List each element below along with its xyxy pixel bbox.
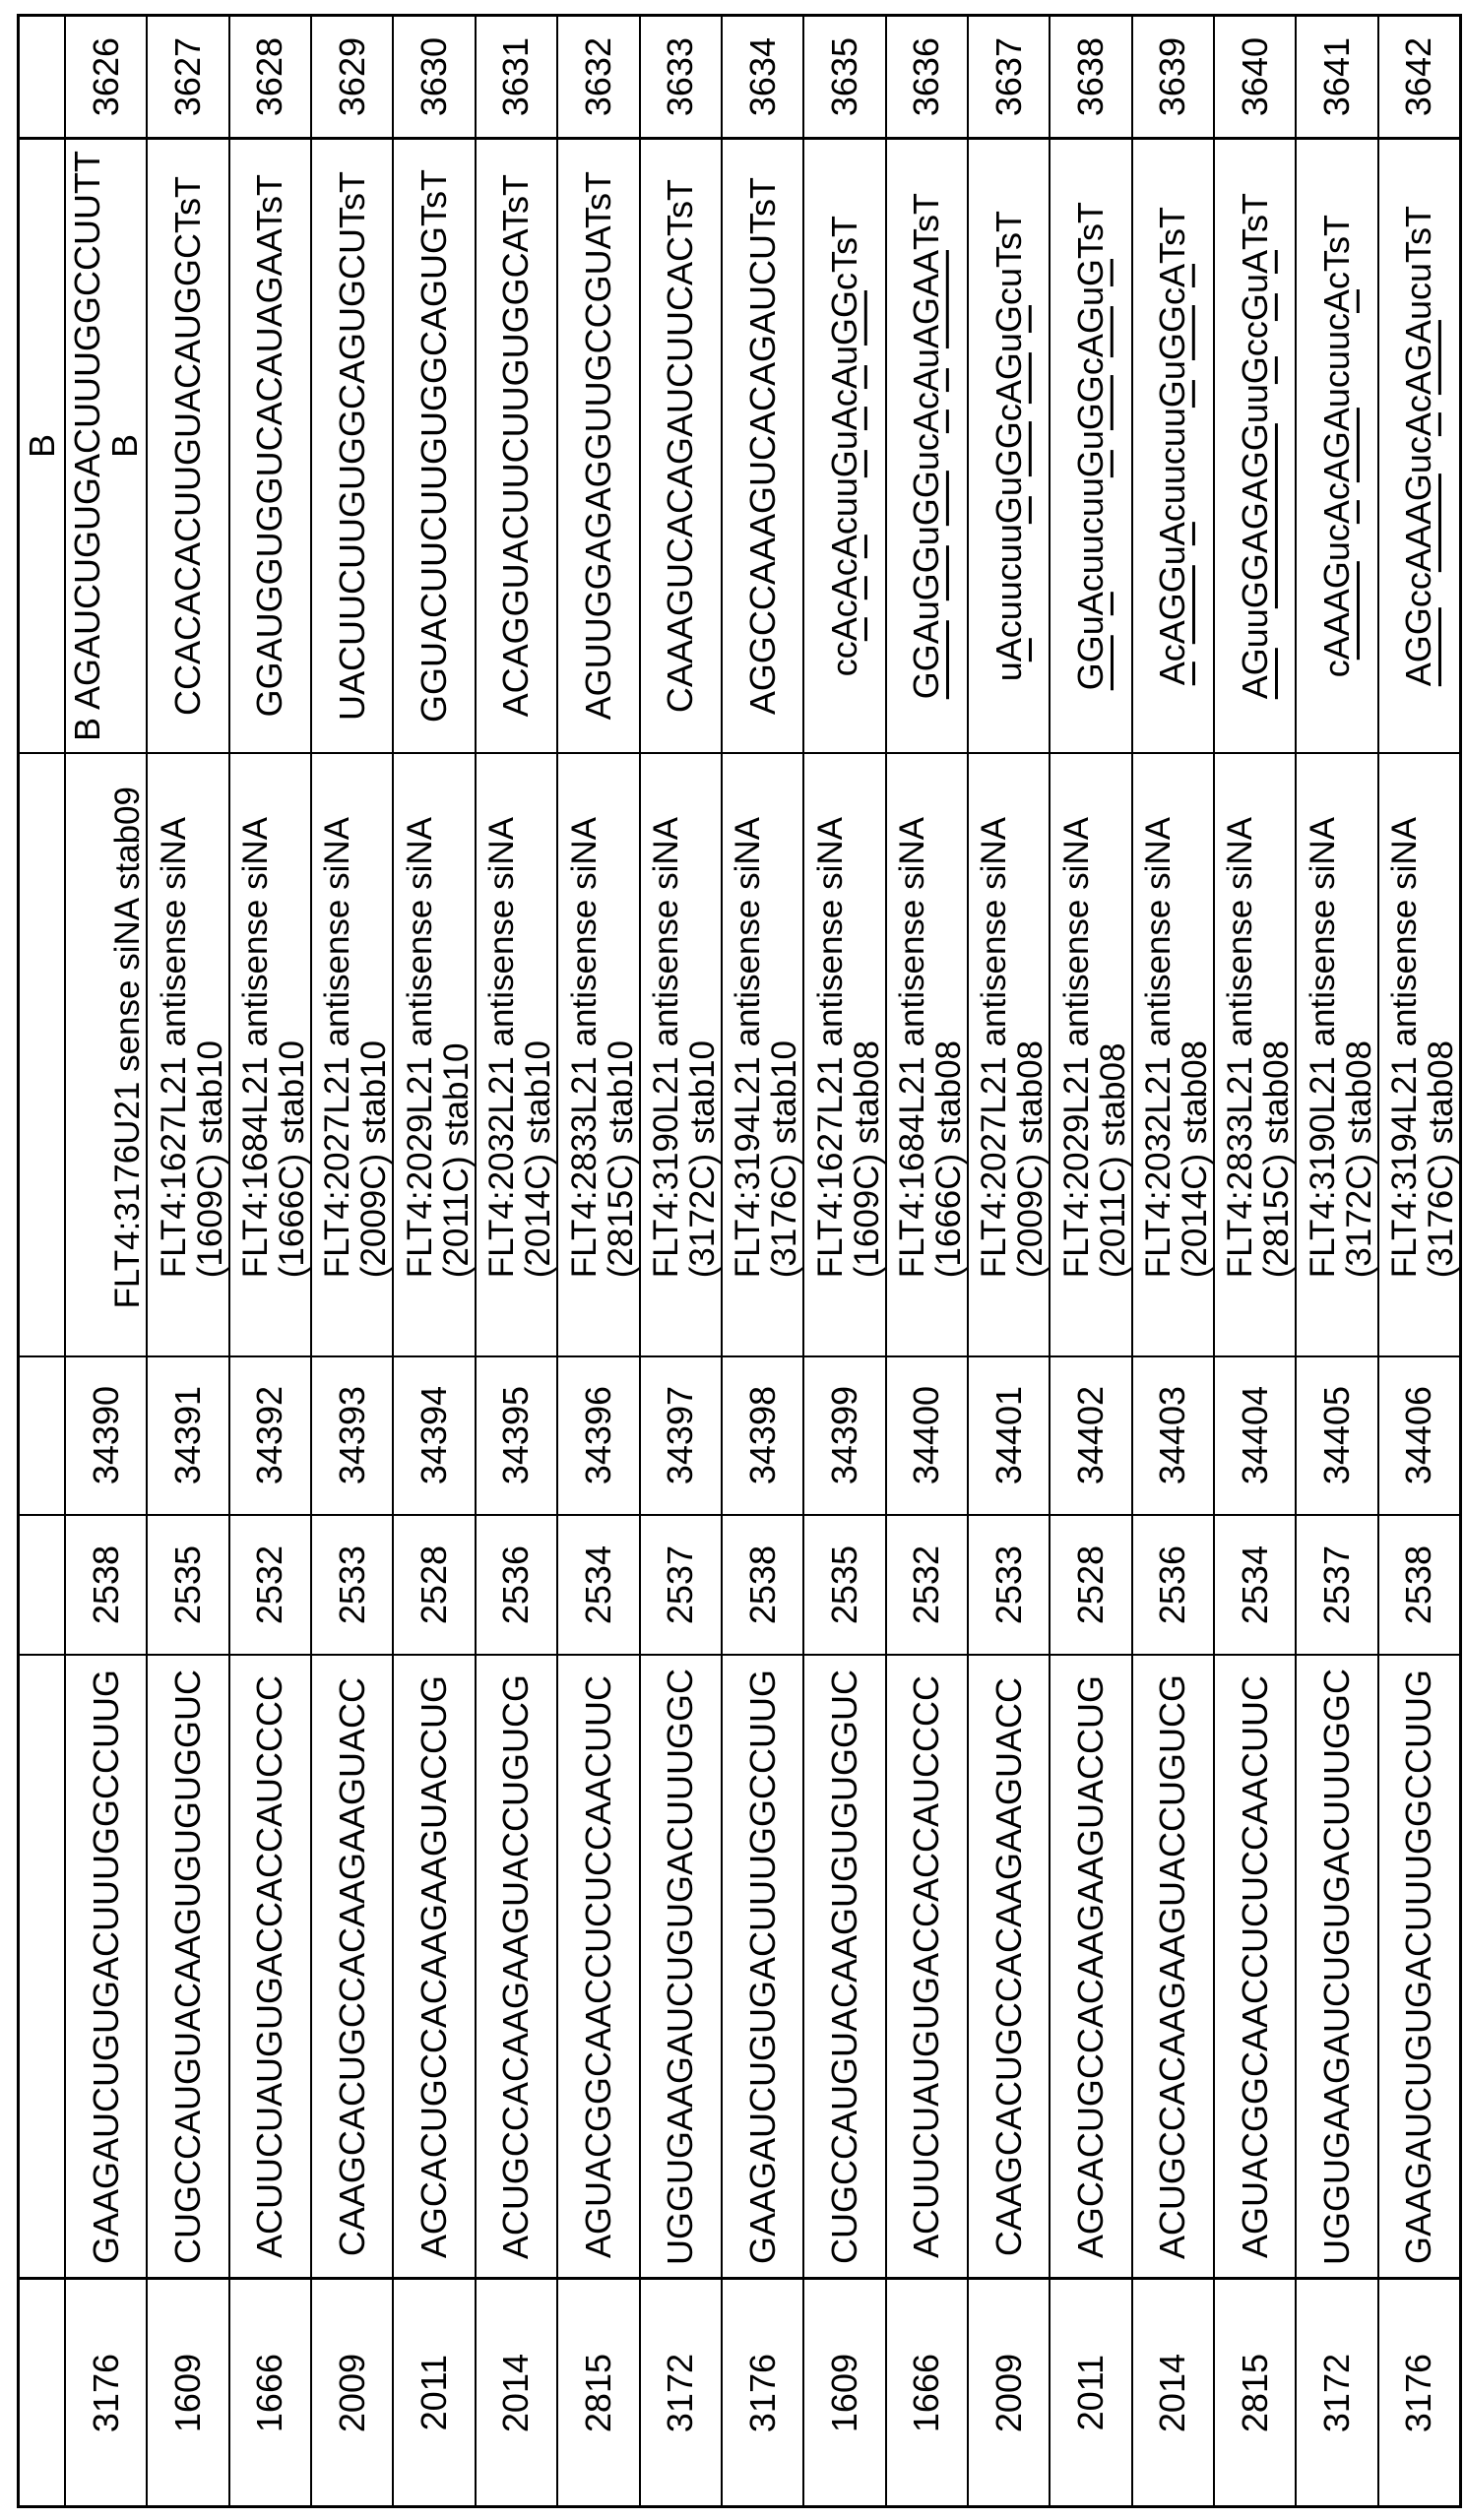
seq-id: 3639 <box>1154 37 1191 116</box>
sina-name: FLT4:3194L21 antisense siNA (3176C) stab08 <box>1386 817 1459 1278</box>
seq-id: 3633 <box>662 37 699 116</box>
target-sequence-cell <box>312 1654 392 2277</box>
rpi-number-cell <box>1379 1355 1459 1514</box>
seq-id: 3640 <box>1237 37 1274 116</box>
target-position-cell <box>312 2277 392 2505</box>
sina-name-cell <box>1051 752 1130 1355</box>
target-sequence-cell <box>887 1654 967 2277</box>
length-value: 2537 <box>662 1545 699 1624</box>
sina-name: FLT4:1684L21 antisense siNA (1666C) stab08 <box>894 817 967 1278</box>
rpi-number-cell <box>558 1355 638 1514</box>
target-position: 3172 <box>1318 2354 1356 2432</box>
modified-sequence-cell <box>723 137 802 752</box>
table-row <box>310 17 392 2505</box>
target-sequence: CAAGCACUGCCACAAGAAGUACC <box>334 1677 371 2256</box>
seq-id: 3629 <box>334 37 371 116</box>
table-row <box>146 17 227 2505</box>
seq-id: 3641 <box>1318 37 1356 116</box>
target-position: 1666 <box>251 2354 288 2432</box>
length-value: 2537 <box>1318 1545 1356 1624</box>
target-sequence: GAAGAUCUGUGACUUUGGCCUUG <box>88 1670 125 2264</box>
target-sequence-cell <box>66 1654 146 2277</box>
target-sequence: UGGUGAAGAUCUGUGACUUUGGC <box>662 1669 699 2265</box>
modified-sequence-cell <box>477 137 556 752</box>
sina-name-cell <box>558 752 638 1355</box>
modified-sequence: cAAAGucAcAGAucuucAcTsT <box>1318 215 1356 677</box>
modified-sequence-cell <box>230 137 310 752</box>
sina-name-cell <box>230 752 310 1355</box>
target-position: 3176 <box>88 2354 125 2432</box>
length-value-cell <box>887 1514 967 1655</box>
modified-sequence-cell <box>804 137 884 752</box>
target-position-cell <box>394 2277 474 2505</box>
rpi-number: 34402 <box>1072 1386 1110 1484</box>
target-sequence-cell <box>477 1654 556 2277</box>
target-sequence: CAAGCACUGCCACAAGAAGUACC <box>990 1677 1028 2256</box>
seq-id-cell <box>1297 17 1376 137</box>
target-position: 2009 <box>990 2354 1028 2432</box>
table-row <box>802 17 884 2505</box>
target-sequence: ACUUCUAUGUGACCACCAUCCCC <box>251 1675 288 2258</box>
target-position-cell <box>1215 2277 1295 2505</box>
target-sequence: ACUGCCACAAGAAGUACCUGUCG <box>1154 1674 1191 2259</box>
seq-id: 3628 <box>251 37 288 116</box>
table-row <box>1049 17 1130 2505</box>
target-sequence-cell <box>723 1654 802 2277</box>
modified-sequence: ccAcAcAcuuGuAcAuGGcTsT <box>826 216 863 676</box>
rpi-number: 34401 <box>990 1386 1028 1484</box>
seq-id-cell <box>1215 17 1295 137</box>
length-value-cell <box>558 1514 638 1655</box>
rpi-number: 34406 <box>1400 1386 1437 1484</box>
rpi-number: 34390 <box>88 1386 125 1484</box>
seq-id-cell <box>477 17 556 137</box>
sina-name-cell <box>1133 752 1213 1355</box>
length-value: 2528 <box>415 1545 453 1624</box>
rpi-number-cell <box>969 1355 1049 1514</box>
seq-id: 3634 <box>744 37 782 116</box>
target-sequence-cell <box>394 1654 474 2277</box>
modified-sequence-cell <box>969 137 1049 752</box>
sina-name: FLT4:1627L21 antisense siNA (1609C) stab08 <box>812 817 885 1278</box>
length-value-cell <box>1297 1514 1376 1655</box>
header-cell-number <box>20 1355 64 1514</box>
modified-sequence-cell <box>312 137 392 752</box>
target-position: 1609 <box>826 2354 863 2432</box>
length-value: 2532 <box>251 1545 288 1624</box>
seq-id-cell <box>723 17 802 137</box>
table-row <box>1213 17 1295 2505</box>
target-position-cell <box>230 2277 310 2505</box>
length-value-cell <box>230 1514 310 1655</box>
sina-name-cell <box>477 752 556 1355</box>
length-value-cell <box>1133 1514 1213 1655</box>
target-position: 2815 <box>580 2354 617 2432</box>
target-position: 1666 <box>908 2354 945 2432</box>
sina-name-cell <box>641 752 721 1355</box>
length-value: 2528 <box>1072 1545 1110 1624</box>
rpi-number: 34397 <box>662 1386 699 1484</box>
table-row <box>475 17 556 2505</box>
target-position: 2009 <box>334 2354 371 2432</box>
target-sequence: AGUACGGCAACCUCUCCAACUUC <box>580 1675 617 2258</box>
rpi-number-cell <box>804 1355 884 1514</box>
modified-sequence: AcAGGuAcuucuuGuGGcATsT <box>1154 207 1191 685</box>
length-value: 2538 <box>744 1545 782 1624</box>
sina-name: FLT4:2032L21 antisense siNA (2014C) stab10 <box>483 817 556 1278</box>
length-value-cell <box>394 1514 474 1655</box>
sina-name-cell <box>1379 752 1459 1355</box>
rpi-number-cell <box>148 1355 227 1514</box>
table-header-row <box>20 17 64 2505</box>
modified-sequence-cell <box>148 137 227 752</box>
sina-name-cell <box>887 752 967 1355</box>
seq-id: 3635 <box>826 37 863 116</box>
target-position-cell <box>723 2277 802 2505</box>
seq-id-cell <box>969 17 1049 137</box>
seq-id-cell <box>66 17 146 137</box>
seq-id: 3627 <box>169 37 207 116</box>
header-cell-b <box>20 137 64 752</box>
target-sequence: GAAGAUCUGUGACUUUGGCCUUG <box>744 1670 782 2264</box>
target-position-cell <box>887 2277 967 2505</box>
modified-sequence-cell <box>558 137 638 752</box>
target-sequence: GAAGAUCUGUGACUUUGGCCUUG <box>1400 1670 1437 2264</box>
seq-id-cell <box>804 17 884 137</box>
modified-sequence: GGAuGGuGGucAcAuAGAATsT <box>908 193 945 699</box>
target-sequence-cell <box>641 1654 721 2277</box>
modified-sequence-cell <box>66 137 146 752</box>
rpi-number: 34392 <box>251 1386 288 1484</box>
seq-id: 3642 <box>1400 37 1437 116</box>
target-position: 3176 <box>1400 2354 1437 2432</box>
sina-name-cell <box>148 752 227 1355</box>
sina-name: FLT4:2027L21 antisense siNA (2009C) stab10 <box>319 817 392 1278</box>
target-sequence-cell <box>1051 1654 1130 2277</box>
rpi-number: 34405 <box>1318 1386 1356 1484</box>
rpi-number-cell <box>641 1355 721 1514</box>
target-sequence-cell <box>969 1654 1049 2277</box>
sina-name-cell <box>1297 752 1376 1355</box>
target-sequence-cell <box>1133 1654 1213 2277</box>
modified-sequence: ACAGGUACUUCUUGUGGCATsT <box>497 174 535 717</box>
target-position: 1609 <box>169 2354 207 2432</box>
target-position: 2011 <box>1072 2355 1110 2430</box>
seq-id: 3637 <box>990 37 1028 116</box>
target-sequence-cell <box>230 1654 310 2277</box>
target-position-cell <box>1051 2277 1130 2505</box>
rpi-number: 34398 <box>744 1386 782 1484</box>
target-sequence-cell <box>558 1654 638 2277</box>
seq-id-cell <box>148 17 227 137</box>
modified-sequence-cell <box>1379 137 1459 752</box>
length-value: 2534 <box>580 1545 617 1624</box>
rpi-number: 34393 <box>334 1386 371 1484</box>
target-sequence: ACUGCCACAAGAAGUACCUGUCG <box>497 1674 535 2259</box>
length-value: 2538 <box>1400 1545 1437 1624</box>
target-position-cell <box>1379 2277 1459 2505</box>
seq-id-cell <box>641 17 721 137</box>
length-value-cell <box>66 1514 146 1655</box>
target-sequence: AGCACUGCCACAAGAAGUACCUG <box>415 1675 453 2258</box>
length-value-cell <box>148 1514 227 1655</box>
rpi-number: 34404 <box>1237 1386 1274 1484</box>
target-position: 3172 <box>662 2354 699 2432</box>
target-position-cell <box>1133 2277 1213 2505</box>
sina-name: FLT4:2833L21 antisense siNA (2815C) stab10 <box>566 817 639 1278</box>
modified-sequence-cell <box>1215 137 1295 752</box>
sina-name: FLT4:1684L21 antisense siNA (1666C) stab10 <box>237 817 310 1278</box>
target-position-cell <box>477 2277 556 2505</box>
sina-name-cell <box>66 752 146 1355</box>
modified-sequence-cell <box>1133 137 1213 752</box>
modified-sequence-cell <box>1051 137 1130 752</box>
sequence-table <box>17 14 1462 2508</box>
target-position-cell <box>558 2277 638 2505</box>
modified-sequence-cell <box>394 137 474 752</box>
header-cell-position <box>20 2277 64 2505</box>
seq-id-cell <box>230 17 310 137</box>
modified-sequence: B AGAUCUGUGACUUUGGCCUUTT B <box>69 151 144 741</box>
header-b-label: B <box>24 434 61 458</box>
sina-name: FLT4:3190L21 antisense siNA (3172C) stab08 <box>1305 817 1377 1278</box>
target-position-cell <box>1297 2277 1376 2505</box>
target-sequence: CUGCCAUGUACAAGUGUGUGGUC <box>826 1670 863 2264</box>
seq-id: 3638 <box>1072 37 1110 116</box>
rpi-number: 34400 <box>908 1386 945 1484</box>
table-row <box>228 17 310 2505</box>
length-value-cell <box>312 1514 392 1655</box>
rpi-number-cell <box>1051 1355 1130 1514</box>
target-sequence: AGCACUGCCACAAGAAGUACCUG <box>1072 1675 1110 2258</box>
sina-name-cell <box>394 752 474 1355</box>
length-value-cell <box>1215 1514 1295 1655</box>
sina-name-cell <box>804 752 884 1355</box>
table-row <box>885 17 967 2505</box>
table-row <box>967 17 1049 2505</box>
rpi-number-cell <box>1215 1355 1295 1514</box>
target-position: 2815 <box>1237 2354 1274 2432</box>
sina-name: FLT4:2833L21 antisense siNA (2815C) stab08 <box>1222 817 1295 1278</box>
table-row <box>1295 17 1376 2505</box>
sina-name: FLT4:2027L21 antisense siNA (2009C) stab08 <box>976 817 1049 1278</box>
seq-id-cell <box>394 17 474 137</box>
length-value: 2535 <box>169 1545 207 1624</box>
length-value: 2532 <box>908 1545 945 1624</box>
length-value-cell <box>1051 1514 1130 1655</box>
modified-sequence: CCACACACUUGUACAUGGCTsT <box>169 176 207 716</box>
rpi-number-cell <box>312 1355 392 1514</box>
length-value-cell <box>1379 1514 1459 1655</box>
sina-name: FLT4:3194L21 antisense siNA (3176C) stab10 <box>730 817 802 1278</box>
modified-sequence: CAAAGUCACAGAUCUUCACTsT <box>662 179 699 713</box>
modified-sequence: GGUACUUCUUGUGGCAGUGTsT <box>415 169 453 723</box>
length-value-cell <box>723 1514 802 1655</box>
length-value: 2535 <box>826 1545 863 1624</box>
table-row <box>556 17 638 2505</box>
rpi-number-cell <box>477 1355 556 1514</box>
length-value: 2534 <box>1237 1545 1274 1624</box>
seq-id-cell <box>1379 17 1459 137</box>
length-value-cell <box>641 1514 721 1655</box>
target-position-cell <box>804 2277 884 2505</box>
length-value-cell <box>804 1514 884 1655</box>
rpi-number-cell <box>887 1355 967 1514</box>
target-sequence: UGGUGAAGAUCUGUGACUUUGGC <box>1318 1669 1356 2265</box>
table-row <box>64 17 146 2505</box>
rpi-number-cell <box>1297 1355 1376 1514</box>
target-position-cell <box>969 2277 1049 2505</box>
table-row <box>1377 17 1459 2505</box>
modified-sequence-cell <box>641 137 721 752</box>
target-sequence-cell <box>1297 1654 1376 2277</box>
target-sequence-cell <box>1215 1654 1295 2277</box>
rpi-number: 34391 <box>169 1386 207 1484</box>
seq-id: 3636 <box>908 37 945 116</box>
modified-sequence: AGuuGGAGAGGuuGccGuATsT <box>1237 193 1274 699</box>
header-cell-name <box>20 752 64 1355</box>
target-position-cell <box>641 2277 721 2505</box>
table-row <box>639 17 721 2505</box>
seq-id-cell <box>887 17 967 137</box>
sina-name-cell <box>723 752 802 1355</box>
header-cell-id <box>20 17 64 137</box>
sina-name: FLT4:2029L21 antisense siNA (2011C) stab10 <box>402 817 475 1278</box>
table-row <box>1131 17 1213 2505</box>
target-position-cell <box>148 2277 227 2505</box>
modified-sequence-cell <box>1297 137 1376 752</box>
modified-sequence: GGuAcuucuuGuGGcAGuGTsT <box>1072 202 1110 690</box>
sina-name: FLT4:3176U21 sense siNA stab09 <box>109 787 146 1309</box>
modified-sequence: AGGccAAAGucAcAGAucuTsT <box>1400 206 1437 686</box>
length-value: 2536 <box>1154 1545 1191 1624</box>
rpi-number: 34399 <box>826 1386 863 1484</box>
modified-sequence: AGGCCAAAGUCACAGAUCUTsT <box>744 177 782 715</box>
seq-id: 3631 <box>497 37 535 116</box>
rpi-number-cell <box>1133 1355 1213 1514</box>
target-sequence: ACUUCUAUGUGACCACCAUCCCC <box>908 1675 945 2258</box>
length-value-cell <box>477 1514 556 1655</box>
modified-sequence: AGUUGGAGAGGUUGCCGUATsT <box>580 171 617 720</box>
modified-sequence: uAcuucuuGuGGcAGuGcuTsT <box>990 211 1028 681</box>
modified-sequence: UACUUCUUGUGGCAGUGCUTsT <box>334 171 371 721</box>
modified-sequence-cell <box>887 137 967 752</box>
sina-name-cell <box>312 752 392 1355</box>
modified-sequence: GGAUGGUGGUCACAUAGAATsT <box>251 174 288 717</box>
length-value: 2533 <box>334 1545 371 1624</box>
length-value: 2533 <box>990 1545 1028 1624</box>
rpi-number-cell <box>394 1355 474 1514</box>
seq-id: 3632 <box>580 37 617 116</box>
length-value: 2538 <box>88 1545 125 1624</box>
length-value-cell <box>969 1514 1049 1655</box>
target-sequence: AGUACGGCAACCUCUCCAACUUC <box>1237 1675 1274 2258</box>
header-cell-target <box>20 1654 64 2277</box>
target-sequence-cell <box>148 1654 227 2277</box>
rpi-number-cell <box>66 1355 146 1514</box>
table-row <box>721 17 802 2505</box>
table-row <box>392 17 474 2505</box>
rpi-number-cell <box>230 1355 310 1514</box>
target-position: 2014 <box>497 2354 535 2432</box>
sina-name: FLT4:3190L21 antisense siNA (3172C) stab10 <box>648 817 721 1278</box>
seq-id: 3630 <box>415 37 453 116</box>
seq-id-cell <box>1133 17 1213 137</box>
length-value: 2536 <box>497 1545 535 1624</box>
rpi-number: 34394 <box>415 1386 453 1484</box>
sina-name: FLT4:1627L21 antisense siNA (1609C) stab10 <box>156 817 228 1278</box>
rpi-number-cell <box>723 1355 802 1514</box>
target-sequence-cell <box>1379 1654 1459 2277</box>
seq-id-cell <box>1051 17 1130 137</box>
sina-name-cell <box>1215 752 1295 1355</box>
target-position: 2011 <box>415 2355 453 2430</box>
seq-id: 3626 <box>88 37 125 116</box>
target-position: 3176 <box>744 2354 782 2432</box>
target-position-cell <box>66 2277 146 2505</box>
sina-name: FLT4:2032L21 antisense siNA (2014C) stab08 <box>1140 817 1213 1278</box>
target-sequence-cell <box>804 1654 884 2277</box>
seq-id-cell <box>558 17 638 137</box>
sina-name-cell <box>969 752 1049 1355</box>
seq-id-cell <box>312 17 392 137</box>
rpi-number: 34395 <box>497 1386 535 1484</box>
header-cell-length <box>20 1514 64 1655</box>
target-sequence: CUGCCAUGUACAAGUGUGUGGUC <box>169 1670 207 2264</box>
rpi-number: 34396 <box>580 1386 617 1484</box>
rpi-number: 34403 <box>1154 1386 1191 1484</box>
sina-name: FLT4:2029L21 antisense siNA (2011C) stab08 <box>1058 817 1131 1278</box>
target-position: 2014 <box>1154 2354 1191 2432</box>
